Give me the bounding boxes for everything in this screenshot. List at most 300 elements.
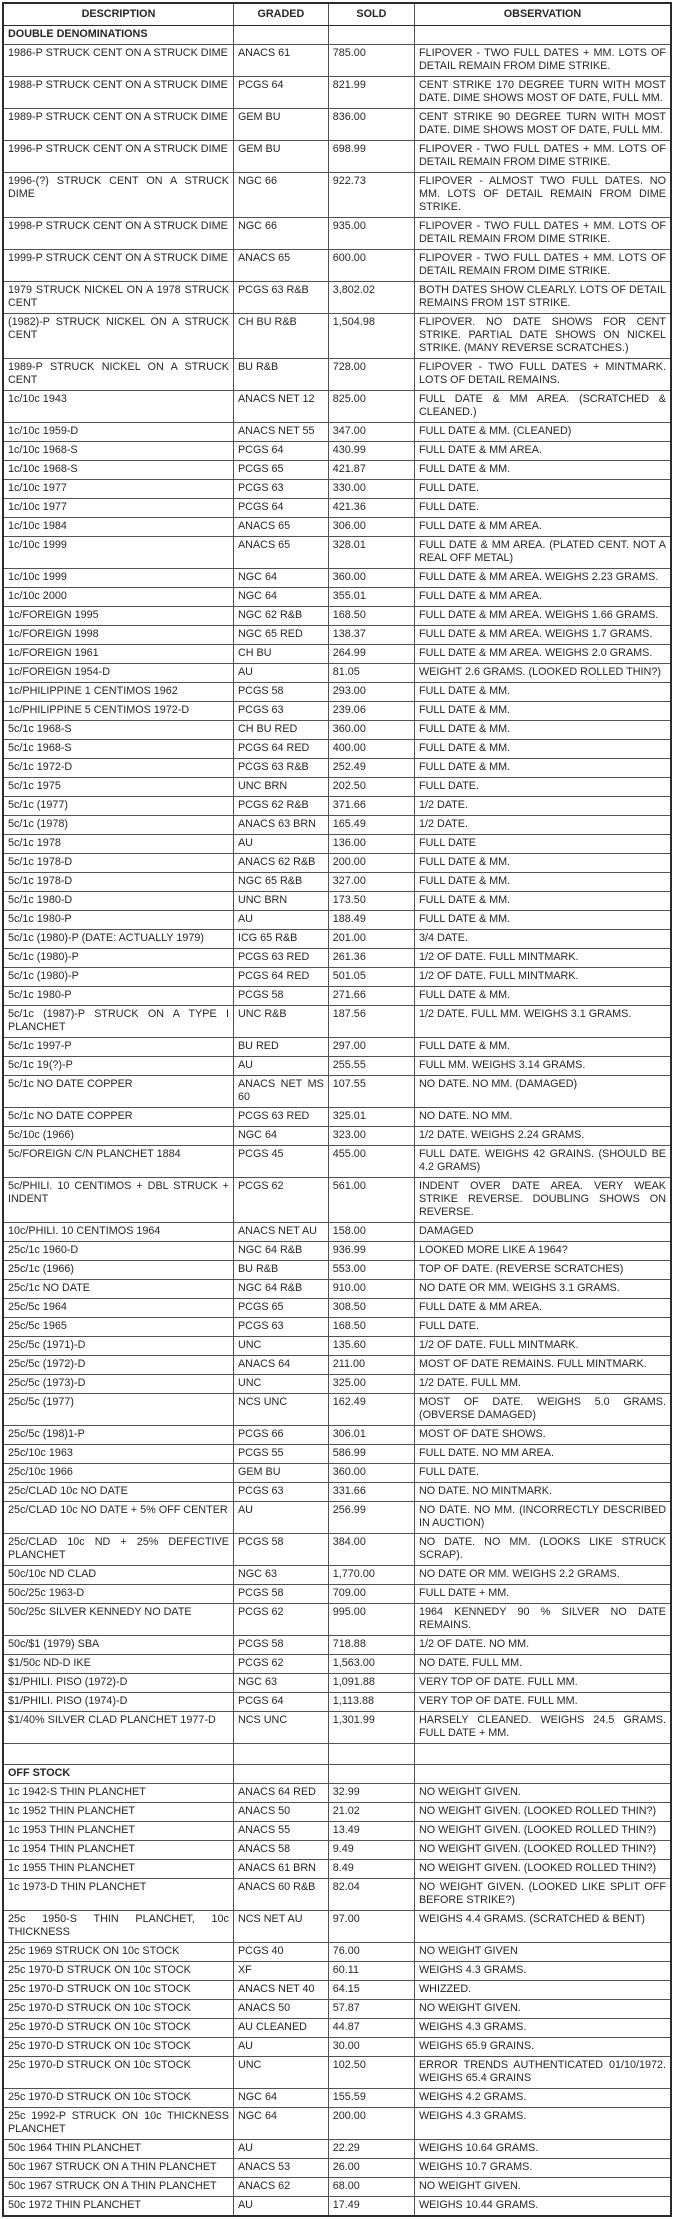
cell-sold: 81.05 — [328, 664, 414, 683]
table-row — [3, 2019, 671, 2038]
cell-description: 5c/1c 1978-D — [3, 873, 233, 892]
table-row — [3, 626, 671, 645]
cell-observation: WEIGHS 4.3 GRAMS. — [414, 2108, 671, 2140]
cell-graded: NGC 64 R&B — [233, 1280, 328, 1299]
cell-description: 25c/5c (1971)-D — [3, 1337, 233, 1356]
cell-observation: FULL DATE & MM. — [414, 759, 671, 778]
cell-observation: NO WEIGHT GIVEN. (LOOKED ROLLED THIN?) — [414, 1860, 671, 1879]
cell-description: 1c/10c 1999 — [3, 569, 233, 588]
cell-description: 5c/1c 1968-S — [3, 721, 233, 740]
table-row — [3, 778, 671, 797]
cell-observation: NO WEIGHT GIVEN. — [414, 1784, 671, 1803]
table-row — [3, 1879, 671, 1911]
cell-graded: NGC 65 RED — [233, 626, 328, 645]
cell-description: 50c/$1 (1979) SBA — [3, 1636, 233, 1655]
cell-graded: UNC R&B — [233, 1006, 328, 1038]
cell-sold: 102.50 — [328, 2057, 414, 2089]
cell-graded: NGC 62 R&B — [233, 607, 328, 626]
cell-sold: 935.00 — [328, 218, 414, 250]
table-row — [3, 1108, 671, 1127]
table-row — [3, 835, 671, 854]
table-row — [3, 1076, 671, 1108]
empty-cell — [328, 1744, 414, 1765]
cell-sold: 1,770.00 — [328, 1566, 414, 1585]
cell-graded: NGC 65 R&B — [233, 873, 328, 892]
table-row — [3, 873, 671, 892]
cell-description: 25c/CLAD 10c NO DATE — [3, 1483, 233, 1502]
cell-description: 50c/25c 1963-D — [3, 1585, 233, 1604]
cell-graded: XF — [233, 1962, 328, 1981]
cell-description: 1996-(?) STRUCK CENT ON A STRUCK DIME — [3, 173, 233, 218]
cell-description: 5c/10c (1966) — [3, 1127, 233, 1146]
table-row — [3, 1860, 671, 1879]
cell-observation: 1/2 DATE. — [414, 797, 671, 816]
cell-graded: UNC — [233, 2057, 328, 2089]
cell-graded: ANACS 65 — [233, 518, 328, 537]
cell-description: 1c 1942-S THIN PLANCHET — [3, 1784, 233, 1803]
cell-graded: PCGS 65 — [233, 461, 328, 480]
empty-cell — [414, 1744, 671, 1765]
cell-observation: FULL DATE & MM AREA. WEIGHS 1.7 GRAMS. — [414, 626, 671, 645]
cell-description: 50c 1967 STRUCK ON A THIN PLANCHET — [3, 2178, 233, 2197]
cell-description: 1c/FOREIGN 1995 — [3, 607, 233, 626]
cell-observation: FLIPOVER - TWO FULL DATES + MM. LOTS OF DETAIL REMAIN FROM DIME STRIKE. — [414, 45, 671, 77]
cell-sold: 138.37 — [328, 626, 414, 645]
cell-sold: 135.60 — [328, 1337, 414, 1356]
cell-sold: 360.00 — [328, 1464, 414, 1483]
table-row — [3, 1841, 671, 1860]
cell-sold: 910.00 — [328, 1280, 414, 1299]
cell-description: 1c/10c 1959-D — [3, 423, 233, 442]
cell-graded: PCGS 55 — [233, 1445, 328, 1464]
table-header-row — [3, 3, 671, 26]
cell-observation: NO WEIGHT GIVEN. (LOOKED ROLLED THIN?) — [414, 1803, 671, 1822]
cell-sold: 255.55 — [328, 1057, 414, 1076]
cell-graded: NGC 66 — [233, 218, 328, 250]
cell-graded: AU CLEANED — [233, 2019, 328, 2038]
cell-observation: FULL DATE & MM. — [414, 854, 671, 873]
cell-sold: 271.66 — [328, 987, 414, 1006]
table-row — [3, 1566, 671, 1585]
table-row — [3, 1038, 671, 1057]
cell-description: 5c/1c 1980-P — [3, 911, 233, 930]
cell-description: 25c/5c 1965 — [3, 1318, 233, 1337]
table-row — [3, 2057, 671, 2089]
cell-sold: 252.49 — [328, 759, 414, 778]
section-title: OFF STOCK — [3, 1765, 233, 1784]
cell-graded: NGC 63 — [233, 1674, 328, 1693]
cell-observation: 1964 KENNEDY 90 % SILVER NO DATE REMAINS. — [414, 1604, 671, 1636]
cell-observation: FULL DATE. — [414, 499, 671, 518]
cell-description: 1998-P STRUCK CENT ON A STRUCK DIME — [3, 218, 233, 250]
cell-observation: ERROR TRENDS AUTHENTICATED 01/10/1972. WEIGHS 65.4 GRAINS — [414, 2057, 671, 2089]
cell-observation: FULL DATE & MM. — [414, 683, 671, 702]
cell-observation: FULL MM. WEIGHS 3.14 GRAMS. — [414, 1057, 671, 1076]
cell-graded: PCGS 64 — [233, 77, 328, 109]
cell-observation: MOST OF DATE SHOWS. — [414, 1426, 671, 1445]
cell-graded: PCGS 64 — [233, 1693, 328, 1712]
cell-description: 1c/PHILIPPINE 5 CENTIMOS 1972-D — [3, 702, 233, 721]
cell-description: 5c/1c (1978) — [3, 816, 233, 835]
table-row — [3, 1822, 671, 1841]
cell-sold: 107.55 — [328, 1076, 414, 1108]
cell-description: 1999-P STRUCK CENT ON A STRUCK DIME — [3, 250, 233, 282]
table-row — [3, 359, 671, 391]
empty-cell — [233, 26, 328, 45]
table-row — [3, 1981, 671, 2000]
cell-graded: BU R&B — [233, 1261, 328, 1280]
cell-description: 5c/1c 1978 — [3, 835, 233, 854]
table-row — [3, 854, 671, 873]
cell-observation: CENT STRIKE 90 DEGREE TURN WITH MOST DATE. DIME SHOWS MOST OF DATE, FULL MM. — [414, 109, 671, 141]
table-row — [3, 797, 671, 816]
cell-graded: PCGS 63 R&B — [233, 282, 328, 314]
empty-cell — [233, 1744, 328, 1765]
table-row — [3, 759, 671, 778]
table-row — [3, 2159, 671, 2178]
cell-graded: UNC — [233, 1337, 328, 1356]
cell-graded: ANACS 53 — [233, 2159, 328, 2178]
cell-graded: GEM BU — [233, 1464, 328, 1483]
cell-graded: NGC 63 — [233, 1566, 328, 1585]
cell-sold: 187.56 — [328, 1006, 414, 1038]
table-row — [3, 480, 671, 499]
cell-observation: FULL DATE & MM. — [414, 987, 671, 1006]
cell-graded: PCGS 63 RED — [233, 949, 328, 968]
cell-sold: 709.00 — [328, 1585, 414, 1604]
cell-description: 1c/10c 2000 — [3, 588, 233, 607]
cell-graded: ICG 65 R&B — [233, 930, 328, 949]
cell-sold: 922.73 — [328, 173, 414, 218]
cell-sold: 256.99 — [328, 1502, 414, 1534]
cell-observation: NO WEIGHT GIVEN. (LOOKED ROLLED THIN?) — [414, 1841, 671, 1860]
column-header-description: DESCRIPTION — [3, 3, 233, 26]
cell-graded: BU R&B — [233, 359, 328, 391]
table-row — [3, 1006, 671, 1038]
cell-graded: CH BU RED — [233, 721, 328, 740]
table-row — [3, 1280, 671, 1299]
cell-observation: NO WEIGHT GIVEN. — [414, 2000, 671, 2019]
cell-graded: PCGS 63 RED — [233, 1108, 328, 1127]
table-row — [3, 1445, 671, 1464]
cell-sold: 821.99 — [328, 77, 414, 109]
cell-description: 1c/PHILIPPINE 1 CENTIMOS 1962 — [3, 683, 233, 702]
empty-cell — [414, 26, 671, 45]
cell-observation: LOOKED MORE LIKE A 1964? — [414, 1242, 671, 1261]
cell-graded: PCGS 40 — [233, 1943, 328, 1962]
cell-graded: PCGS 58 — [233, 1534, 328, 1566]
table-row — [3, 607, 671, 626]
cell-sold: 155.59 — [328, 2089, 414, 2108]
cell-observation: FULL DATE & MM. — [414, 740, 671, 759]
table-row — [3, 1636, 671, 1655]
cell-description: 1c/10c 1999 — [3, 537, 233, 569]
table-row — [3, 141, 671, 173]
table-row — [3, 2108, 671, 2140]
cell-description: 25c/1c (1966) — [3, 1261, 233, 1280]
cell-graded: PCGS 62 R&B — [233, 797, 328, 816]
cell-observation: FULL DATE & MM AREA. (PLATED CENT. NOT A REAL OFF METAL) — [414, 537, 671, 569]
cell-description: 1996-P STRUCK CENT ON A STRUCK DIME — [3, 141, 233, 173]
table-row — [3, 1483, 671, 1502]
cell-observation: FULL DATE. — [414, 1464, 671, 1483]
cell-sold: 64.15 — [328, 1981, 414, 2000]
table-row — [3, 588, 671, 607]
cell-observation: WEIGHS 10.44 GRAMS. — [414, 2197, 671, 2217]
cell-graded: ANACS 64 RED — [233, 1784, 328, 1803]
table-row — [3, 2197, 671, 2217]
cell-sold: 202.50 — [328, 778, 414, 797]
cell-observation: 1/2 OF DATE. FULL MINTMARK. — [414, 1337, 671, 1356]
cell-description: 1989-P STRUCK NICKEL ON A STRUCK CENT — [3, 359, 233, 391]
cell-sold: 239.06 — [328, 702, 414, 721]
cell-graded: NGC 64 — [233, 2089, 328, 2108]
cell-observation: MOST OF DATE REMAINS. FULL MINTMARK. — [414, 1356, 671, 1375]
cell-description: 5c/1c 1978-D — [3, 854, 233, 873]
cell-graded: PCGS 63 — [233, 1483, 328, 1502]
cell-graded: ANACS NET 40 — [233, 1981, 328, 2000]
table-row — [3, 282, 671, 314]
cell-observation: NO WEIGHT GIVEN — [414, 1943, 671, 1962]
cell-observation: FULL DATE & MM AREA. WEIGHS 1.66 GRAMS. — [414, 607, 671, 626]
cell-description: 50c/25c SILVER KENNEDY NO DATE — [3, 1604, 233, 1636]
cell-graded: PCGS 58 — [233, 683, 328, 702]
table-row — [3, 2000, 671, 2019]
cell-description: 50c 1967 STRUCK ON A THIN PLANCHET — [3, 2159, 233, 2178]
cell-observation: FULL DATE & MM AREA. WEIGHS 2.23 GRAMS. — [414, 569, 671, 588]
cell-sold: 995.00 — [328, 1604, 414, 1636]
cell-sold: 455.00 — [328, 1146, 414, 1178]
cell-observation: FULL DATE — [414, 835, 671, 854]
table-row — [3, 2038, 671, 2057]
table-row — [3, 499, 671, 518]
cell-sold: 162.49 — [328, 1394, 414, 1426]
cell-sold: 32.99 — [328, 1784, 414, 1803]
table-row — [3, 1712, 671, 1744]
cell-description: 5c/1c (1980)-P (DATE: ACTUALLY 1979) — [3, 930, 233, 949]
cell-sold: 168.50 — [328, 607, 414, 626]
cell-description: 1c/FOREIGN 1961 — [3, 645, 233, 664]
cell-sold: 26.00 — [328, 2159, 414, 2178]
cell-graded: NGC 64 R&B — [233, 1242, 328, 1261]
cell-sold: 718.88 — [328, 1636, 414, 1655]
cell-sold: 44.87 — [328, 2019, 414, 2038]
cell-observation: NO DATE. NO MM. — [414, 1108, 671, 1127]
cell-observation: 1/2 DATE. — [414, 816, 671, 835]
cell-observation: CENT STRIKE 170 DEGREE TURN WITH MOST DATE. DIME SHOWS MOST OF DATE, FULL MM. — [414, 77, 671, 109]
cell-graded: PCGS 64 RED — [233, 740, 328, 759]
cell-sold: 553.00 — [328, 1261, 414, 1280]
table-row — [3, 740, 671, 759]
cell-sold: 261.36 — [328, 949, 414, 968]
cell-graded: PCGS 64 RED — [233, 968, 328, 987]
cell-observation: FULL DATE & MM. — [414, 892, 671, 911]
cell-observation: FLIPOVER. NO DATE SHOWS FOR CENT STRIKE. PARTIAL DATE SHOWS ON NICKEL STRIKE. (MANY REVERSE SCRATCHES.) — [414, 314, 671, 359]
cell-sold: 136.00 — [328, 835, 414, 854]
table-row — [3, 2089, 671, 2108]
cell-graded: AU — [233, 2038, 328, 2057]
cell-sold: 1,563.00 — [328, 1655, 414, 1674]
cell-graded: ANACS NET AU — [233, 1223, 328, 1242]
cell-sold: 293.00 — [328, 683, 414, 702]
cell-sold: 421.36 — [328, 499, 414, 518]
cell-observation: FULL DATE. — [414, 778, 671, 797]
table-row — [3, 721, 671, 740]
cell-graded: NGC 64 — [233, 2108, 328, 2140]
cell-description: 25c 1970-D STRUCK ON 10c STOCK — [3, 1962, 233, 1981]
table-row — [3, 1146, 671, 1178]
table-row — [3, 911, 671, 930]
cell-description: 5c/1c 1975 — [3, 778, 233, 797]
cell-sold: 421.87 — [328, 461, 414, 480]
cell-sold: 360.00 — [328, 569, 414, 588]
cell-graded: PCGS 58 — [233, 1636, 328, 1655]
cell-description: $1/40% SILVER CLAD PLANCHET 1977-D — [3, 1712, 233, 1744]
cell-description: 1c/10c 1977 — [3, 480, 233, 499]
cell-sold: 328.01 — [328, 537, 414, 569]
table-row — [3, 1464, 671, 1483]
cell-observation: HARSELY CLEANED. WEIGHS 24.5 GRAMS. FULL DATE + MM. — [414, 1712, 671, 1744]
cell-description: 1c 1954 THIN PLANCHET — [3, 1841, 233, 1860]
cell-sold: 308.50 — [328, 1299, 414, 1318]
cell-description: 1c 1955 THIN PLANCHET — [3, 1860, 233, 1879]
cell-description: 5c/1c (1987)-P STRUCK ON A TYPE I PLANCHET — [3, 1006, 233, 1038]
cell-observation: FULL DATE & MM AREA. — [414, 442, 671, 461]
table-row — [3, 109, 671, 141]
cell-description: 25c/CLAD 10c NO DATE + 5% OFF CENTER — [3, 1502, 233, 1534]
section-header-row — [3, 26, 671, 45]
cell-observation: FULL DATE. — [414, 480, 671, 499]
table-row — [3, 1223, 671, 1242]
spacer-row — [3, 1744, 671, 1765]
cell-sold: 165.49 — [328, 816, 414, 835]
cell-observation: NO DATE. NO MM. (DAMAGED) — [414, 1076, 671, 1108]
cell-observation: NO DATE OR MM. WEIGHS 3.1 GRAMS. — [414, 1280, 671, 1299]
section-title: DOUBLE DENOMINATIONS — [3, 26, 233, 45]
empty-cell — [233, 1765, 328, 1784]
cell-observation: VERY TOP OF DATE. FULL MM. — [414, 1693, 671, 1712]
cell-description: $1/PHILI. PISO (1972)-D — [3, 1674, 233, 1693]
cell-observation: WEIGHS 4.3 GRAMS. — [414, 1962, 671, 1981]
section-header-row — [3, 1765, 671, 1784]
cell-observation: NO DATE. NO MM. (INCORRECTLY DESCRIBED IN AUCTION) — [414, 1502, 671, 1534]
cell-sold: 325.00 — [328, 1375, 414, 1394]
cell-sold: 323.00 — [328, 1127, 414, 1146]
cell-sold: 60.11 — [328, 1962, 414, 1981]
cell-graded: NCS NET AU — [233, 1911, 328, 1943]
cell-sold: 586.99 — [328, 1445, 414, 1464]
cell-description: 25c/1c NO DATE — [3, 1280, 233, 1299]
cell-observation: WEIGHS 10.7 GRAMS. — [414, 2159, 671, 2178]
cell-observation: WEIGHS 4.2 GRAMS. — [414, 2089, 671, 2108]
cell-description: 25c 1970-D STRUCK ON 10c STOCK — [3, 2057, 233, 2089]
cell-graded: ANACS 61 BRN — [233, 1860, 328, 1879]
cell-observation: FLIPOVER - TWO FULL DATES + MM. LOTS OF DETAIL REMAIN FROM DIME STRIKE. — [414, 218, 671, 250]
cell-observation: NO DATE OR MM. WEIGHS 2.2 GRAMS. — [414, 1566, 671, 1585]
cell-graded: PCGS 62 — [233, 1178, 328, 1223]
cell-description: $1/PHILI. PISO (1974)-D — [3, 1693, 233, 1712]
cell-sold: 306.00 — [328, 518, 414, 537]
cell-observation: FULL DATE & MM. — [414, 1038, 671, 1057]
cell-sold: 355.01 — [328, 588, 414, 607]
cell-description: 25c/CLAD 10c ND + 25% DEFECTIVE PLANCHET — [3, 1534, 233, 1566]
table-row — [3, 537, 671, 569]
cell-observation: WEIGHT 2.6 GRAMS. (LOOKED ROLLED THIN?) — [414, 664, 671, 683]
cell-observation: FULL DATE. WEIGHS 42 GRAINS. (SHOULD BE 4.2 GRAMS) — [414, 1146, 671, 1178]
cell-graded: PCGS 63 — [233, 480, 328, 499]
empty-cell — [414, 1765, 671, 1784]
cell-sold: 173.50 — [328, 892, 414, 911]
cell-graded: AU — [233, 1502, 328, 1534]
cell-description: $1/50c ND-D IKE — [3, 1655, 233, 1674]
cell-sold: 30.00 — [328, 2038, 414, 2057]
cell-graded: ANACS 58 — [233, 1841, 328, 1860]
cell-graded: PCGS 58 — [233, 1585, 328, 1604]
cell-sold: 211.00 — [328, 1356, 414, 1375]
cell-observation: 1/2 DATE. FULL MM. WEIGHS 3.1 GRAMS. — [414, 1006, 671, 1038]
cell-observation: FULL DATE & MM AREA. (SCRATCHED & CLEANED.) — [414, 391, 671, 423]
cell-observation: FLIPOVER - TWO FULL DATES + MINTMARK. LOTS OF DETAIL REMAINS. — [414, 359, 671, 391]
table-row — [3, 173, 671, 218]
cell-graded: PCGS 58 — [233, 987, 328, 1006]
cell-graded: AU — [233, 835, 328, 854]
cell-sold: 9.49 — [328, 1841, 414, 1860]
cell-description: 5c/1c NO DATE COPPER — [3, 1108, 233, 1127]
cell-graded: CH BU — [233, 645, 328, 664]
cell-observation: NO WEIGHT GIVEN. — [414, 2178, 671, 2197]
cell-graded: GEM BU — [233, 109, 328, 141]
cell-description: 1c/FOREIGN 1998 — [3, 626, 233, 645]
cell-sold: 1,091.88 — [328, 1674, 414, 1693]
table-row — [3, 968, 671, 987]
empty-cell — [328, 26, 414, 45]
table-row — [3, 1655, 671, 1674]
cell-description: 25c/10c 1963 — [3, 1445, 233, 1464]
cell-graded: PCGS 64 — [233, 499, 328, 518]
cell-observation: FULL DATE & MM AREA. — [414, 518, 671, 537]
cell-observation: BOTH DATES SHOW CLEARLY. LOTS OF DETAIL REMAINS FROM 1ST STRIKE. — [414, 282, 671, 314]
table-row — [3, 1426, 671, 1445]
cell-observation: FLIPOVER - TWO FULL DATES + MM. LOTS OF DETAIL REMAIN FROM DIME STRIKE. — [414, 250, 671, 282]
table-row — [3, 1502, 671, 1534]
cell-graded: NGC 64 — [233, 1127, 328, 1146]
cell-graded: AU — [233, 911, 328, 930]
cell-sold: 698.99 — [328, 141, 414, 173]
table-row — [3, 1604, 671, 1636]
cell-description: 25c 1970-D STRUCK ON 10c STOCK — [3, 2000, 233, 2019]
cell-description: 25c 1970-D STRUCK ON 10c STOCK — [3, 1981, 233, 2000]
cell-description: 5c/1c 1997-P — [3, 1038, 233, 1057]
cell-observation: 1/2 DATE. FULL MM. — [414, 1375, 671, 1394]
table-row — [3, 314, 671, 359]
cell-graded: NGC 66 — [233, 173, 328, 218]
cell-observation: FULL DATE & MM AREA. WEIGHS 2.0 GRAMS. — [414, 645, 671, 664]
cell-graded: ANACS NET 55 — [233, 423, 328, 442]
cell-sold: 360.00 — [328, 721, 414, 740]
cell-description: 25c 1969 STRUCK ON 10c STOCK — [3, 1943, 233, 1962]
cell-observation: NO DATE. FULL MM. — [414, 1655, 671, 1674]
table-row — [3, 1674, 671, 1693]
table-row — [3, 1127, 671, 1146]
cell-description: 5c/1c (1980)-P — [3, 968, 233, 987]
cell-sold: 97.00 — [328, 1911, 414, 1943]
table-row — [3, 1337, 671, 1356]
cell-observation: WEIGHS 4.3 GRAMS. — [414, 2019, 671, 2038]
cell-description: 5c/1c 1980-P — [3, 987, 233, 1006]
cell-observation: NO WEIGHT GIVEN. (LOOKED ROLLED THIN?) — [414, 1822, 671, 1841]
cell-graded: ANACS 65 — [233, 537, 328, 569]
table-row — [3, 442, 671, 461]
